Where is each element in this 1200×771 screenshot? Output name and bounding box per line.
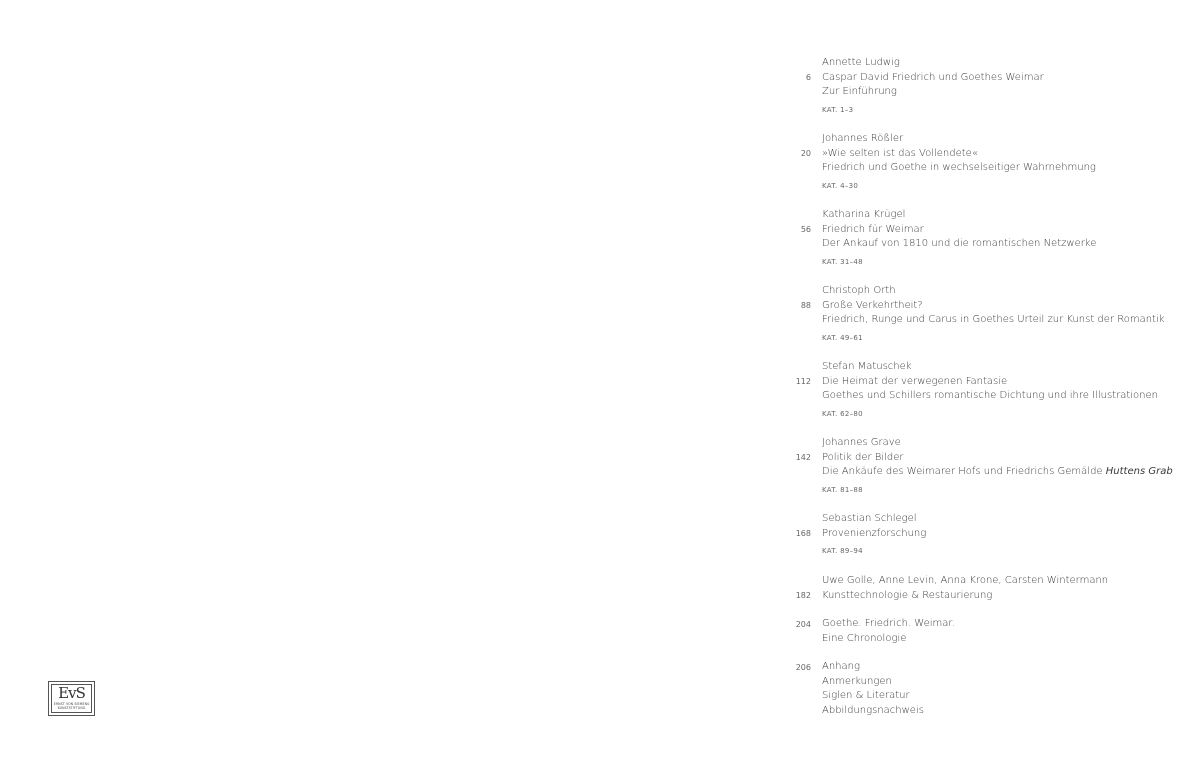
- toc-entry: [786, 436, 1186, 512]
- toc-subtitle: Friedrich und Goethe in wechselseitiger Wahrnehmung: [822, 162, 1096, 173]
- toc-subtitle: Zur Einführung: [822, 86, 897, 97]
- toc-page-number: 6: [805, 73, 811, 82]
- toc-catalog-range: KAT. 49–61: [822, 333, 863, 342]
- toc-entry: [786, 132, 1186, 208]
- toc-title: Große Verkehrtheit?: [822, 299, 923, 311]
- toc-entry: [786, 208, 1186, 284]
- toc-subtitle: Eine Chronologie: [822, 632, 907, 644]
- toc-title: »Wie selten ist das Vollendete«: [822, 147, 978, 159]
- toc-title: Die Heimat der verwegenen Fantasie: [822, 375, 1008, 387]
- toc-page-number: 20: [800, 149, 811, 158]
- toc-catalog-range: KAT. 31–48: [822, 257, 863, 266]
- toc-title: Provenienzforschung: [822, 527, 927, 539]
- toc-subtitle: Friedrich, Runge und Carus in Goethes Urteil zur Kunst der Romantik: [822, 314, 1165, 325]
- toc-subtitle-italic: Huttens Grab: [1105, 466, 1173, 477]
- toc-author: Uwe Golle, Anne Levin, Anna Krone, Carsten Wintermann: [822, 575, 1109, 586]
- toc-page-number: 88: [800, 301, 811, 310]
- toc-page-number: 142: [795, 453, 811, 462]
- toc-appendix-item: Anmerkungen: [822, 675, 892, 687]
- toc-entry: [786, 56, 1186, 132]
- toc-page-number: 182: [795, 591, 811, 600]
- toc-title: Caspar David Friedrich und Goethes Weimar: [822, 71, 1044, 83]
- toc-subtitle: Goethes und Schillers romantische Dichtung und ihre Illustrationen: [822, 390, 1158, 401]
- evs-logo-subtitle-1: ERNST VON SIEMENS: [53, 702, 90, 706]
- toc-catalog-range: KAT. 4–30: [822, 181, 859, 190]
- toc-appendix-item: Abbildungsnachweis: [822, 704, 924, 716]
- toc-subtitle: Der Ankauf von 1810 und die romantischen Netzwerke: [822, 238, 1097, 249]
- toc-author: Johannes Grave: [822, 437, 901, 448]
- toc-page-number: 204: [795, 620, 811, 629]
- toc-page-number: 206: [795, 663, 811, 672]
- toc-catalog-range: KAT. 1–3: [822, 105, 854, 114]
- toc-page-number: 168: [795, 529, 811, 538]
- toc-author: Christoph Orth: [822, 285, 896, 296]
- evs-logo-mark: EvS: [58, 684, 85, 702]
- toc-catalog-range: KAT. 89–94: [822, 547, 863, 555]
- toc-appendix-item: Siglen & Literatur: [822, 690, 910, 701]
- toc-entry: [786, 284, 1186, 360]
- toc-entry: [786, 360, 1186, 436]
- toc-author: Stefan Matuschek: [822, 361, 912, 372]
- toc-page-number: 56: [800, 225, 811, 234]
- toc-entry: [786, 512, 1186, 574]
- toc-entry: [786, 617, 1186, 660]
- evs-logo-frame: [51, 684, 92, 713]
- toc-catalog-range: KAT. 62–80: [822, 409, 863, 418]
- evs-logo: [48, 681, 95, 716]
- toc-entry: [786, 660, 1186, 718]
- toc-title: Anhang: [822, 661, 860, 672]
- toc-entry: [786, 574, 1186, 617]
- toc-author: Sebastian Schlegel: [822, 513, 917, 524]
- evs-logo-subtitle-2: KUNSTSTIFTUNG: [57, 706, 86, 710]
- toc-title: Goethe. Friedrich. Weimar.: [822, 618, 955, 629]
- toc-title: Friedrich für Weimar: [822, 223, 924, 235]
- table-of-contents: [786, 56, 1186, 718]
- toc-title: Politik der Bilder: [822, 451, 904, 463]
- toc-author: Johannes Rößler: [822, 133, 904, 144]
- toc-title: Kunsttechnologie & Restaurierung: [822, 589, 993, 601]
- toc-page-number: 112: [795, 377, 811, 386]
- toc-subtitle-line: [822, 465, 1186, 480]
- toc-author: Annette Ludwig: [822, 57, 900, 68]
- toc-subtitle: Die Ankäufe des Weimarer Hofs und Friedrichs Gemälde: [822, 466, 1106, 477]
- toc-catalog-range: KAT. 81–88: [822, 485, 863, 494]
- toc-author: Katharina Krügel: [822, 209, 906, 220]
